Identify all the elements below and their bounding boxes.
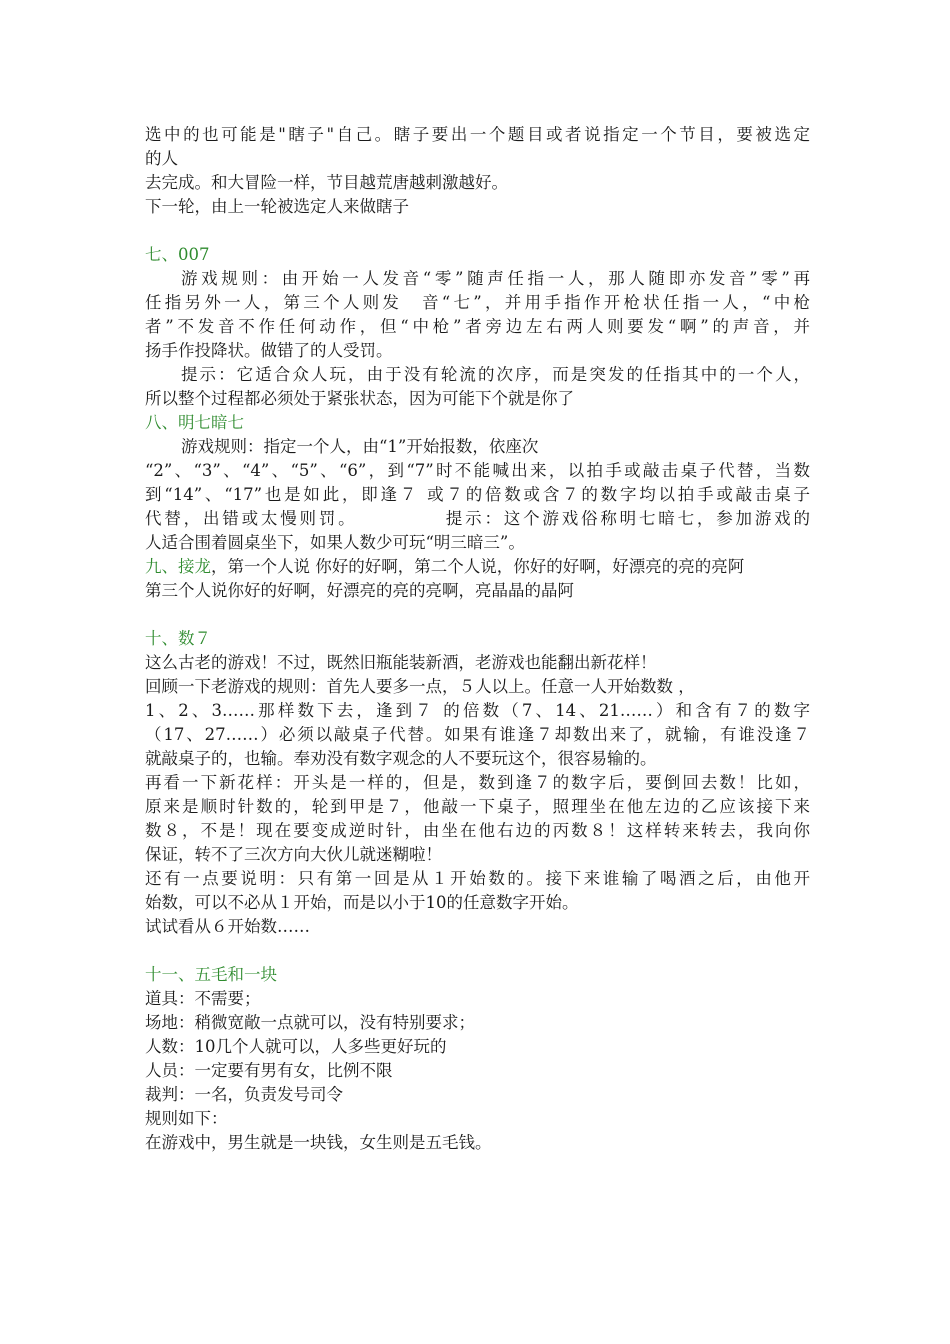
section-9-line-1: [145, 555, 810, 579]
intro-line-4: 下一轮，由上一轮被选定人来做瞎子: [145, 197, 409, 216]
section-10-line-10: 还有一点要说明：只有第一回是从１开始数的。接下来谁输了喝酒之后，由他开: [145, 869, 810, 888]
section-11-line-4: 人员：一定要有男有女，比例不限: [145, 1061, 393, 1080]
section-7-line-4: 扬手作投降状。做错了的人受罚。: [145, 341, 393, 360]
section-7-heading: 七、007: [145, 245, 210, 264]
section-10-line-2: 回顾一下老游戏的规则：首先人要多一点，５人以上。任意一人开始数数 ，: [145, 677, 695, 696]
section-8-line-3: 到“14”、“17”也是如此，即逢７ 或７的倍数或含７的数字均以拍手或敲击桌子: [145, 485, 810, 504]
document-page: [145, 123, 810, 1155]
section-7-line-2: 任指另外一人，第三个人则发 音“七”，并用手指作开枪状任指一人，“中枪: [145, 293, 810, 312]
section-8-line-4: 代替，出错或太慢则罚。 提示：这个游戏俗称明七暗七，参加游戏的: [145, 509, 810, 528]
section-11-line-3: 人数：10几个人就可以，人多些更好玩的: [145, 1037, 447, 1056]
section-10-line-8: 数８，不是！现在要变成逆时针，由坐在他右边的丙数８！这样转来转去，我向你: [145, 821, 810, 840]
section-10-line-12: 试试看从６开始数……: [145, 917, 310, 936]
section-10-line-9: 保证，转不了三次方向大伙儿就迷糊啦！: [145, 845, 442, 864]
section-11-line-6: 规则如下：: [145, 1109, 228, 1128]
section-10-line-4: （17、27……）必须以敲桌子代替。如果有谁逢７却数出来了，就输，有谁没逢７: [145, 725, 810, 744]
section-7-line-3: 者”不发音不作任何动作，但“中枪”者旁边左右两人则要发“啊”的声音，并: [145, 317, 810, 336]
section-7-line-1: 游戏规则：由开始一人发音“零”随声任指一人，那人随即亦发音”零”再: [181, 269, 810, 288]
intro-line-3: 去完成。和大冒险一样，节目越荒唐越刺激越好。: [145, 173, 508, 192]
section-10-line-6: 再看一下新花样：开头是一样的，但是，数到逢７的数字后，要倒回去数！比如，: [145, 773, 810, 792]
section-7-line-5: 提示：它适合众人玩，由于没有轮流的次序，而是突发的任指其中的一个人，: [181, 365, 810, 384]
section-10-line-11: 始数，可以不必从１开始，而是以小于10的任意数字开始。: [145, 893, 579, 912]
section-11-heading: 十一、五毛和一块: [145, 965, 277, 984]
section-9-line-2: 第三个人说你好的好啊，好漂亮的亮的亮啊，亮晶晶的晶阿: [145, 581, 574, 600]
section-10-line-1: 这么古老的游戏！不过，既然旧瓶能装新酒，老游戏也能翻出新花样！: [145, 653, 657, 672]
section-10-heading: 十、数７: [145, 629, 211, 648]
section-11-line-7: 在游戏中，男生就是一块钱，女生则是五毛钱。: [145, 1133, 492, 1152]
section-10-line-7: 原来是顺时针数的，轮到甲是７，他敲一下桌子，照理坐在他左边的乙应该接下来: [145, 797, 810, 816]
intro-line-1: 选中的也可能是"瞎子"自己。瞎子要出一个题目或者说指定一个节目，要被选定: [145, 125, 810, 144]
section-9-line-1-text: ，第一个人说 你好的好啊，第二个人说，你好的好啊，好漂亮的亮的亮阿: [211, 557, 745, 576]
section-9-heading: 九、接龙: [145, 557, 211, 576]
section-11-line-2: 场地：稍微宽敞一点就可以，没有特别要求；: [145, 1013, 475, 1032]
intro-line-2: 的人: [145, 149, 178, 168]
section-7-line-6: 所以整个过程都必须处于紧张状态，因为可能下个就是你了: [145, 389, 574, 408]
section-8-line-5: 人适合围着圆桌坐下，如果人数少可玩“明三暗三”。: [145, 533, 525, 552]
section-10-line-3: 1、2、3……那样数下去，逢到７ 的倍数（7、14、21……）和含有７的数字: [145, 701, 810, 720]
section-10-line-5: 就敲桌子的，也输。奉劝没有数字观念的人不要玩这个，很容易输的。: [145, 749, 657, 768]
section-8-line-2: “2”、“3”、“4”、“5”、“6”，到“7”时不能喊出来，以拍手或敲击桌子代替，当数: [145, 461, 810, 480]
section-11-line-5: 裁判：一名，负责发号司令: [145, 1085, 343, 1104]
section-8-heading: 八、明七暗七: [145, 413, 244, 432]
section-8-line-1: 游戏规则：指定一个人，由“1”开始报数，依座次: [181, 437, 539, 456]
section-11-line-1: 道具：不需要；: [145, 989, 261, 1008]
